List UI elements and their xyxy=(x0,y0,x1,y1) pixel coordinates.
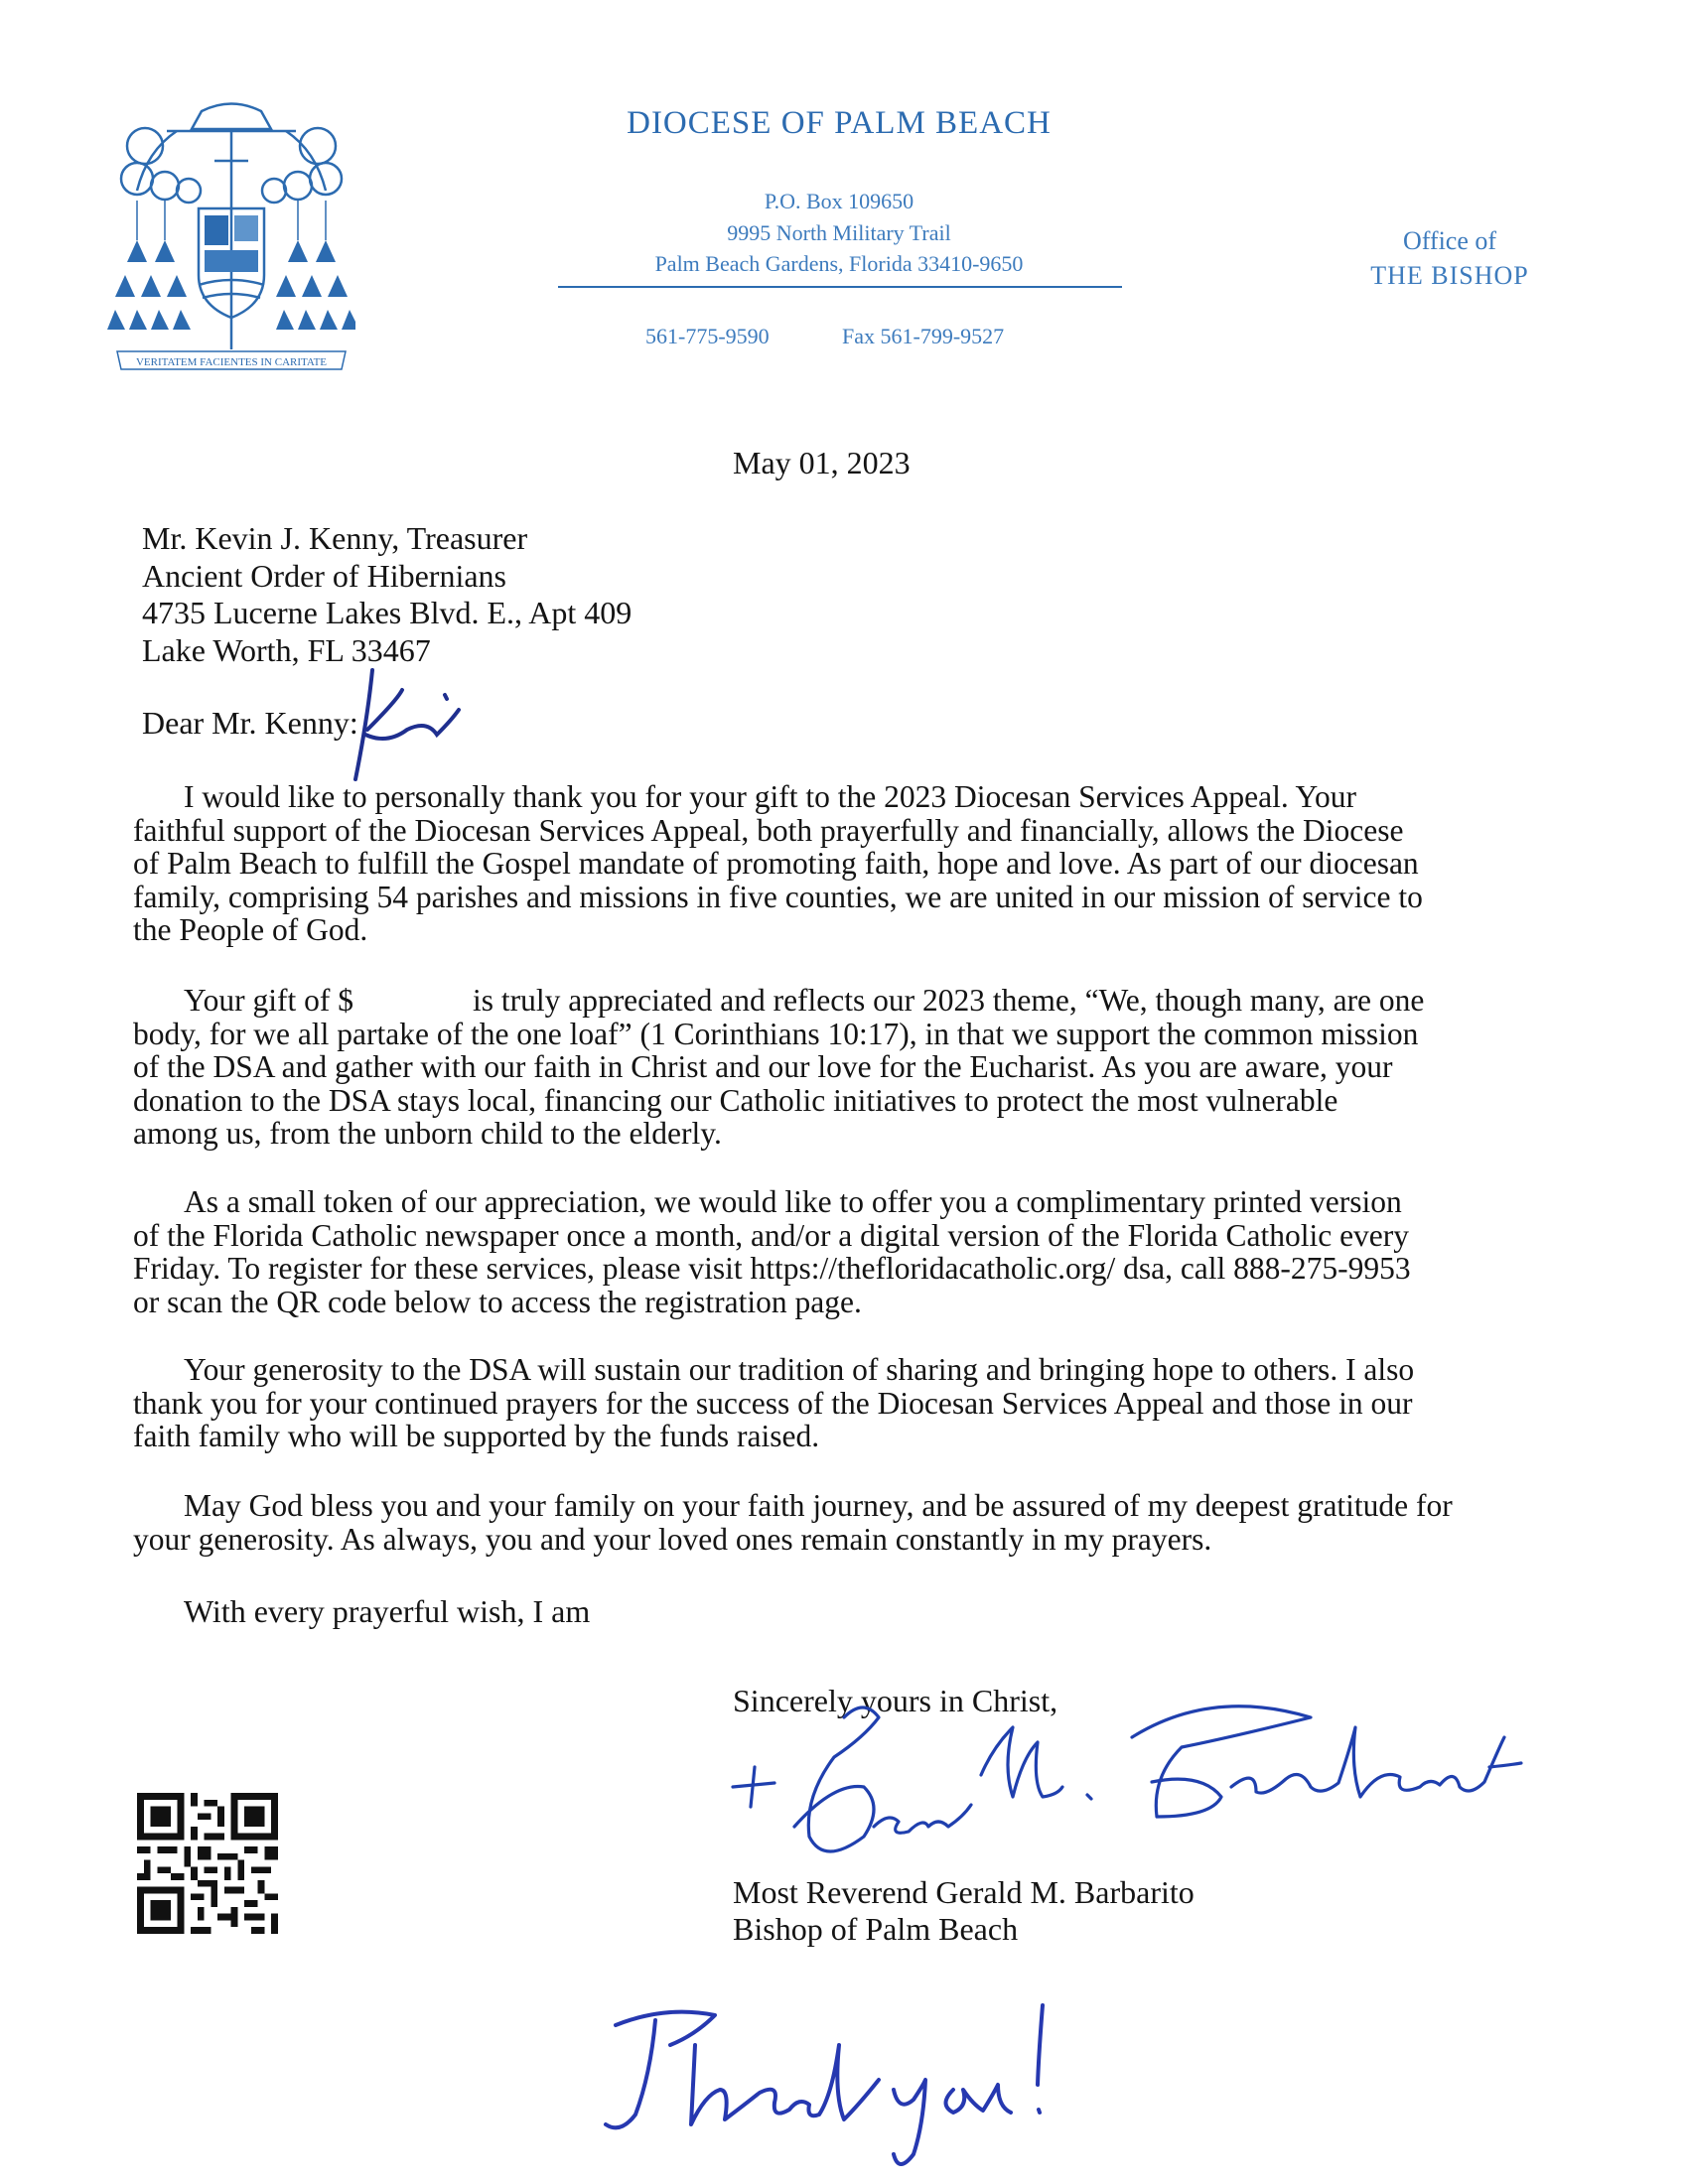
qr-code-icon[interactable] xyxy=(137,1793,278,1934)
paragraph-line: Friday. To register for these services, please visit https://thefloridacatholic.org/ dsa, call 888-275-9953 xyxy=(133,1251,1411,1286)
recipient-line: Ancient Order of Hibernians xyxy=(142,557,506,594)
letter-date: May 01, 2023 xyxy=(733,445,911,480)
address-city: Palm Beach Gardens, Florida 33410-9650 xyxy=(654,251,1024,276)
letterhead xyxy=(0,0,1688,397)
paragraph-line: donation to the DSA stays local, financing our Catholic initiatives to protect the most vulnerable xyxy=(133,1082,1338,1118)
paragraph-line: family, comprising 54 parishes and missions in five counties, we are united in our mission of service to xyxy=(133,879,1423,914)
diocese-crest-icon xyxy=(107,91,355,389)
paragraph-line: I would like to personally thank you for your gift to the 2023 Diocesan Services Appeal. Your xyxy=(184,779,1357,814)
address-street: 9995 North Military Trail xyxy=(727,220,951,245)
signer-name: Most Reverend Gerald M. Barbarito xyxy=(733,1874,1195,1910)
paragraph-line: the People of God. xyxy=(133,912,368,947)
salutation: Dear Mr. Kenny: xyxy=(142,705,358,741)
paragraph-line: faithful support of the Diocesan Services Appeal, both prayerfully and financially, allows the Diocese xyxy=(133,812,1404,848)
paragraph-line: faith family who will be supported by the funds raised. xyxy=(133,1419,820,1453)
office-label: Office of xyxy=(1402,226,1497,255)
paragraph-line: of the Florida Catholic newspaper once a month, and/or a digital version of the Florida Catholic every xyxy=(133,1217,1410,1253)
paragraph-line: or scan the QR code below to access the registration page. xyxy=(133,1284,862,1319)
paragraph-line: body, for we all partake of the one loaf” (1 Corinthians 10:17), in that we support the common mission xyxy=(133,1016,1419,1051)
handwritten-initial-icon xyxy=(328,650,467,789)
recipient-line: Mr. Kevin J. Kenny, Treasurer xyxy=(142,520,528,556)
office-bishop: THE BISHOP xyxy=(1370,261,1529,290)
paragraph-blessing xyxy=(133,1489,1523,1556)
paragraph-line: As a small token of our appreciation, we would like to offer you a complimentary printed version xyxy=(184,1184,1402,1219)
paragraph-gift xyxy=(133,984,1523,1151)
valediction: Sincerely yours in Christ, xyxy=(733,1683,1058,1718)
paragraph-line: your generosity. As always, you and your loved ones remain constantly in my prayers. xyxy=(133,1521,1212,1557)
paragraph-line: of Palm Beach to fulfill the Gospel mandate of promoting faith, hope and love. As part of our diocesan xyxy=(133,846,1419,881)
signer-title: Bishop of Palm Beach xyxy=(733,1911,1019,1947)
gift-amount-prefix: Your gift of $ xyxy=(184,983,353,1018)
paragraph-line: thank you for your continued prayers for the success of the Diocesan Services Appeal and those in our xyxy=(133,1385,1413,1421)
paragraph-line: Your generosity to the DSA will sustain our tradition of sharing and bringing hope to others. I also xyxy=(184,1352,1415,1387)
gift-line-rest: is truly appreciated and reflects our 2023 theme, “We, though many, are one xyxy=(472,983,1425,1018)
fax-number: Fax 561-799-9527 xyxy=(842,324,1005,348)
recipient-line: 4735 Lucerne Lakes Blvd. E., Apt 409 xyxy=(142,595,633,630)
paragraph-thanks xyxy=(133,780,1523,947)
recipient-line: Lake Worth, FL 33467 xyxy=(142,631,431,668)
diocese-name: DIOCESE OF PALM BEACH xyxy=(627,105,1052,141)
address-po-box: P.O. Box 109650 xyxy=(764,189,914,213)
phone-number: 561-775-9590 xyxy=(645,324,770,348)
paragraph-line: among us, from the unborn child to the elderly. xyxy=(133,1116,722,1151)
paragraph-generosity xyxy=(133,1353,1523,1453)
closing-line: With every prayerful wish, I am xyxy=(184,1593,591,1629)
paragraph-newspaper xyxy=(133,1185,1523,1318)
paragraph-line: May God bless you and your family on your faith journey, and be assured of my deepest gratitude for xyxy=(184,1488,1453,1523)
recipient-address xyxy=(142,520,632,669)
paragraph-line: of the DSA and gather with our faith in Christ and our love for the Eucharist. As you are aware, your xyxy=(133,1049,1393,1084)
address-divider xyxy=(558,286,1122,288)
handwritten-thank-you-icon xyxy=(596,1985,1072,2174)
bishop-signature-icon xyxy=(715,1688,1609,1886)
crest-motto: VERITATEM FACIENTES IN CARITATE xyxy=(135,356,328,368)
paragraph-line xyxy=(133,984,1523,1018)
